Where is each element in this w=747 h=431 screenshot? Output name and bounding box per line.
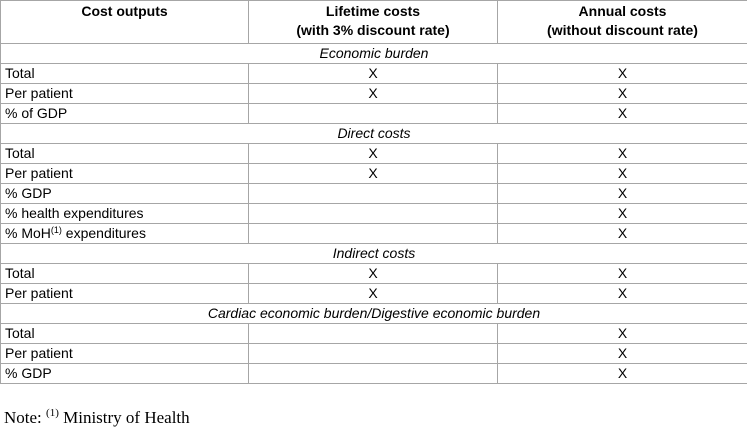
lifetime-cell — [249, 224, 498, 244]
annual-cell: X — [498, 204, 747, 224]
section-title: Direct costs — [1, 124, 747, 144]
annual-cell: X — [498, 264, 747, 284]
table-row — [1, 84, 747, 104]
table-row — [1, 164, 747, 184]
section-title: Economic burden — [1, 44, 747, 64]
table-row — [1, 344, 747, 364]
header-annual-line1: Annual costs — [578, 3, 667, 19]
annual-cell: X — [498, 224, 747, 244]
row-label: Total — [1, 64, 249, 84]
table-row — [1, 324, 747, 344]
lifetime-cell — [249, 204, 498, 224]
section-header-row — [1, 124, 747, 144]
table-row — [1, 64, 747, 84]
header-lifetime-costs — [249, 1, 498, 44]
header-lifetime-line2: (with 3% discount rate) — [296, 22, 450, 38]
section-header-row — [1, 44, 747, 64]
lifetime-cell: X — [249, 64, 498, 84]
annual-cell: X — [498, 84, 747, 104]
annual-cell: X — [498, 64, 747, 84]
row-label: Total — [1, 324, 249, 344]
lifetime-cell — [249, 104, 498, 124]
annual-cell: X — [498, 184, 747, 204]
lifetime-cell: X — [249, 164, 498, 184]
row-label: % GDP — [1, 184, 249, 204]
annual-cell: X — [498, 364, 747, 384]
section-title: Cardiac economic burden/Digestive economic burden — [1, 304, 747, 324]
annual-cell: X — [498, 344, 747, 364]
row-label: % of GDP — [1, 104, 249, 124]
lifetime-cell — [249, 184, 498, 204]
row-label: Per patient — [1, 164, 249, 184]
lifetime-cell: X — [249, 264, 498, 284]
row-label: % health expenditures — [1, 204, 249, 224]
header-row — [1, 1, 747, 44]
lifetime-cell: X — [249, 284, 498, 304]
annual-cell: X — [498, 324, 747, 344]
row-label — [1, 224, 249, 244]
lifetime-cell — [249, 364, 498, 384]
table-row — [1, 284, 747, 304]
annual-cell: X — [498, 284, 747, 304]
header-lifetime-line1: Lifetime costs — [325, 3, 421, 19]
table-footnote — [4, 408, 190, 428]
section-header-row — [1, 244, 747, 264]
annual-cell: X — [498, 104, 747, 124]
table-row — [1, 184, 747, 204]
footnote-prefix: Note: — [4, 408, 47, 427]
row-label: % GDP — [1, 364, 249, 384]
lifetime-cell: X — [249, 84, 498, 104]
table-row — [1, 204, 747, 224]
section-header-row — [1, 304, 747, 324]
row-label: Total — [1, 264, 249, 284]
header-cost-outputs — [1, 1, 249, 44]
footnote-text: Ministry of Health — [58, 408, 190, 427]
lifetime-cell — [249, 344, 498, 364]
row-label: Per patient — [1, 284, 249, 304]
table-row — [1, 104, 747, 124]
table-row — [1, 144, 747, 164]
annual-cell: X — [498, 144, 747, 164]
header-cost-outputs-label: Cost outputs — [81, 3, 168, 19]
header-annual-line2: (without discount rate) — [547, 22, 698, 38]
section-title: Indirect costs — [1, 244, 747, 264]
row-label: Total — [1, 144, 249, 164]
table-row — [1, 264, 747, 284]
annual-cell: X — [498, 164, 747, 184]
lifetime-cell: X — [249, 144, 498, 164]
row-label-prefix: % MoH — [5, 225, 51, 241]
lifetime-cell — [249, 324, 498, 344]
row-label: Per patient — [1, 344, 249, 364]
row-label: Per patient — [1, 84, 249, 104]
footnote-marker: (1) — [46, 407, 59, 419]
header-annual-costs — [498, 1, 747, 44]
table-row — [1, 224, 747, 244]
row-label-suffix: expenditures — [61, 225, 146, 241]
table-row — [1, 364, 747, 384]
footnote-marker: (1) — [50, 225, 62, 235]
